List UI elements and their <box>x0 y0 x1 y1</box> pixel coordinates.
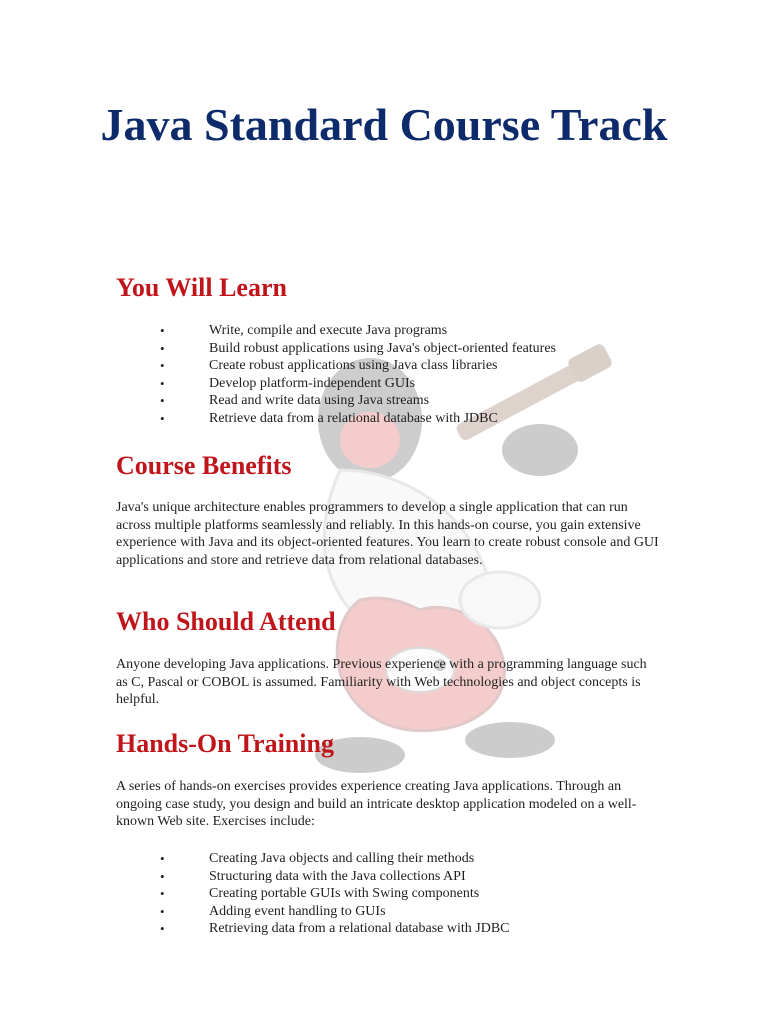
section-heading-you-will-learn: You Will Learn <box>116 273 287 302</box>
bullet-icon: • <box>160 903 165 919</box>
section-heading-who-should-attend: Who Should Attend <box>116 607 336 636</box>
bullet-icon: • <box>160 921 165 937</box>
hands-on-training-paragraph: A series of hands-on exercises provides experience creating Java applications. Through an ongoing case study, you design and build an intricate desktop application modeled on a well-known Web site. Exercises include: <box>116 779 637 829</box>
course-benefits-paragraph: Java's unique architecture enables programmers to develop a single application that can run across multiple platforms seamlessly and reliably. In this hands-on course, you gain extensive experience with Java and its object-oriented features. You learn to create robust console and GUI applications and store and retrieve data from relational databases. <box>116 500 659 568</box>
bullet-icon: • <box>160 410 165 426</box>
bullet-icon: • <box>160 851 165 866</box>
document-page: Java Standard Course Track You Will Learn • Write, compile and execute Java programs • Build robust applications using Java's object-oriented features • Create robust applications using Java class libraries • Develop platform-independent GUIs • Read and write data using Java streams • Retrieve data from a relational database with JDBC Course Benefits Java's unique architecture enables programmers to develop a single application that can run across multiple platforms seamlessly and reliably. In this hands-on course, you gain extensive experience with Java and its object-oriented features. You learn to create robust console and GUI applications and store and retrieve data from relational databases. Who Should Attend Anyone developing Java applications. Previous experience with a programming language such as C, Pascal or COBOL is assumed. Familiarity with Web technologies and object concepts is helpful. Hands-On Training A series of hands-on exercises provides experience creating Java applications. Through an ongoing case study, you design and build an intricate desktop application modeled on a well-known Web site. Exercises include: • Creating Java objects and calling their methods • Structuring data with the Java collections API • Creating portable GUIs with Swing components • Adding event handling to GUIs • Retrieving data from a relational database with JDBC <box>0 0 768 1024</box>
section-heading-course-benefits: Course Benefits <box>116 451 292 480</box>
bullet-icon: • <box>160 375 165 391</box>
section-heading-hands-on-training: Hands-On Training <box>116 729 334 758</box>
bullet-icon: • <box>160 323 165 338</box>
who-should-attend-paragraph: Anyone developing Java applications. Previous experience with a programming language such as C, Pascal or COBOL is assumed. Familiarity with Web technologies and object concepts is helpful. <box>116 657 647 707</box>
bullet-icon: • <box>160 886 165 902</box>
bullet-icon: • <box>160 868 165 884</box>
bullet-icon: • <box>160 340 165 356</box>
bullet-icon: • <box>160 393 165 409</box>
page-title: Java Standard Course Track <box>100 99 668 150</box>
bullet-icon: • <box>160 358 165 374</box>
